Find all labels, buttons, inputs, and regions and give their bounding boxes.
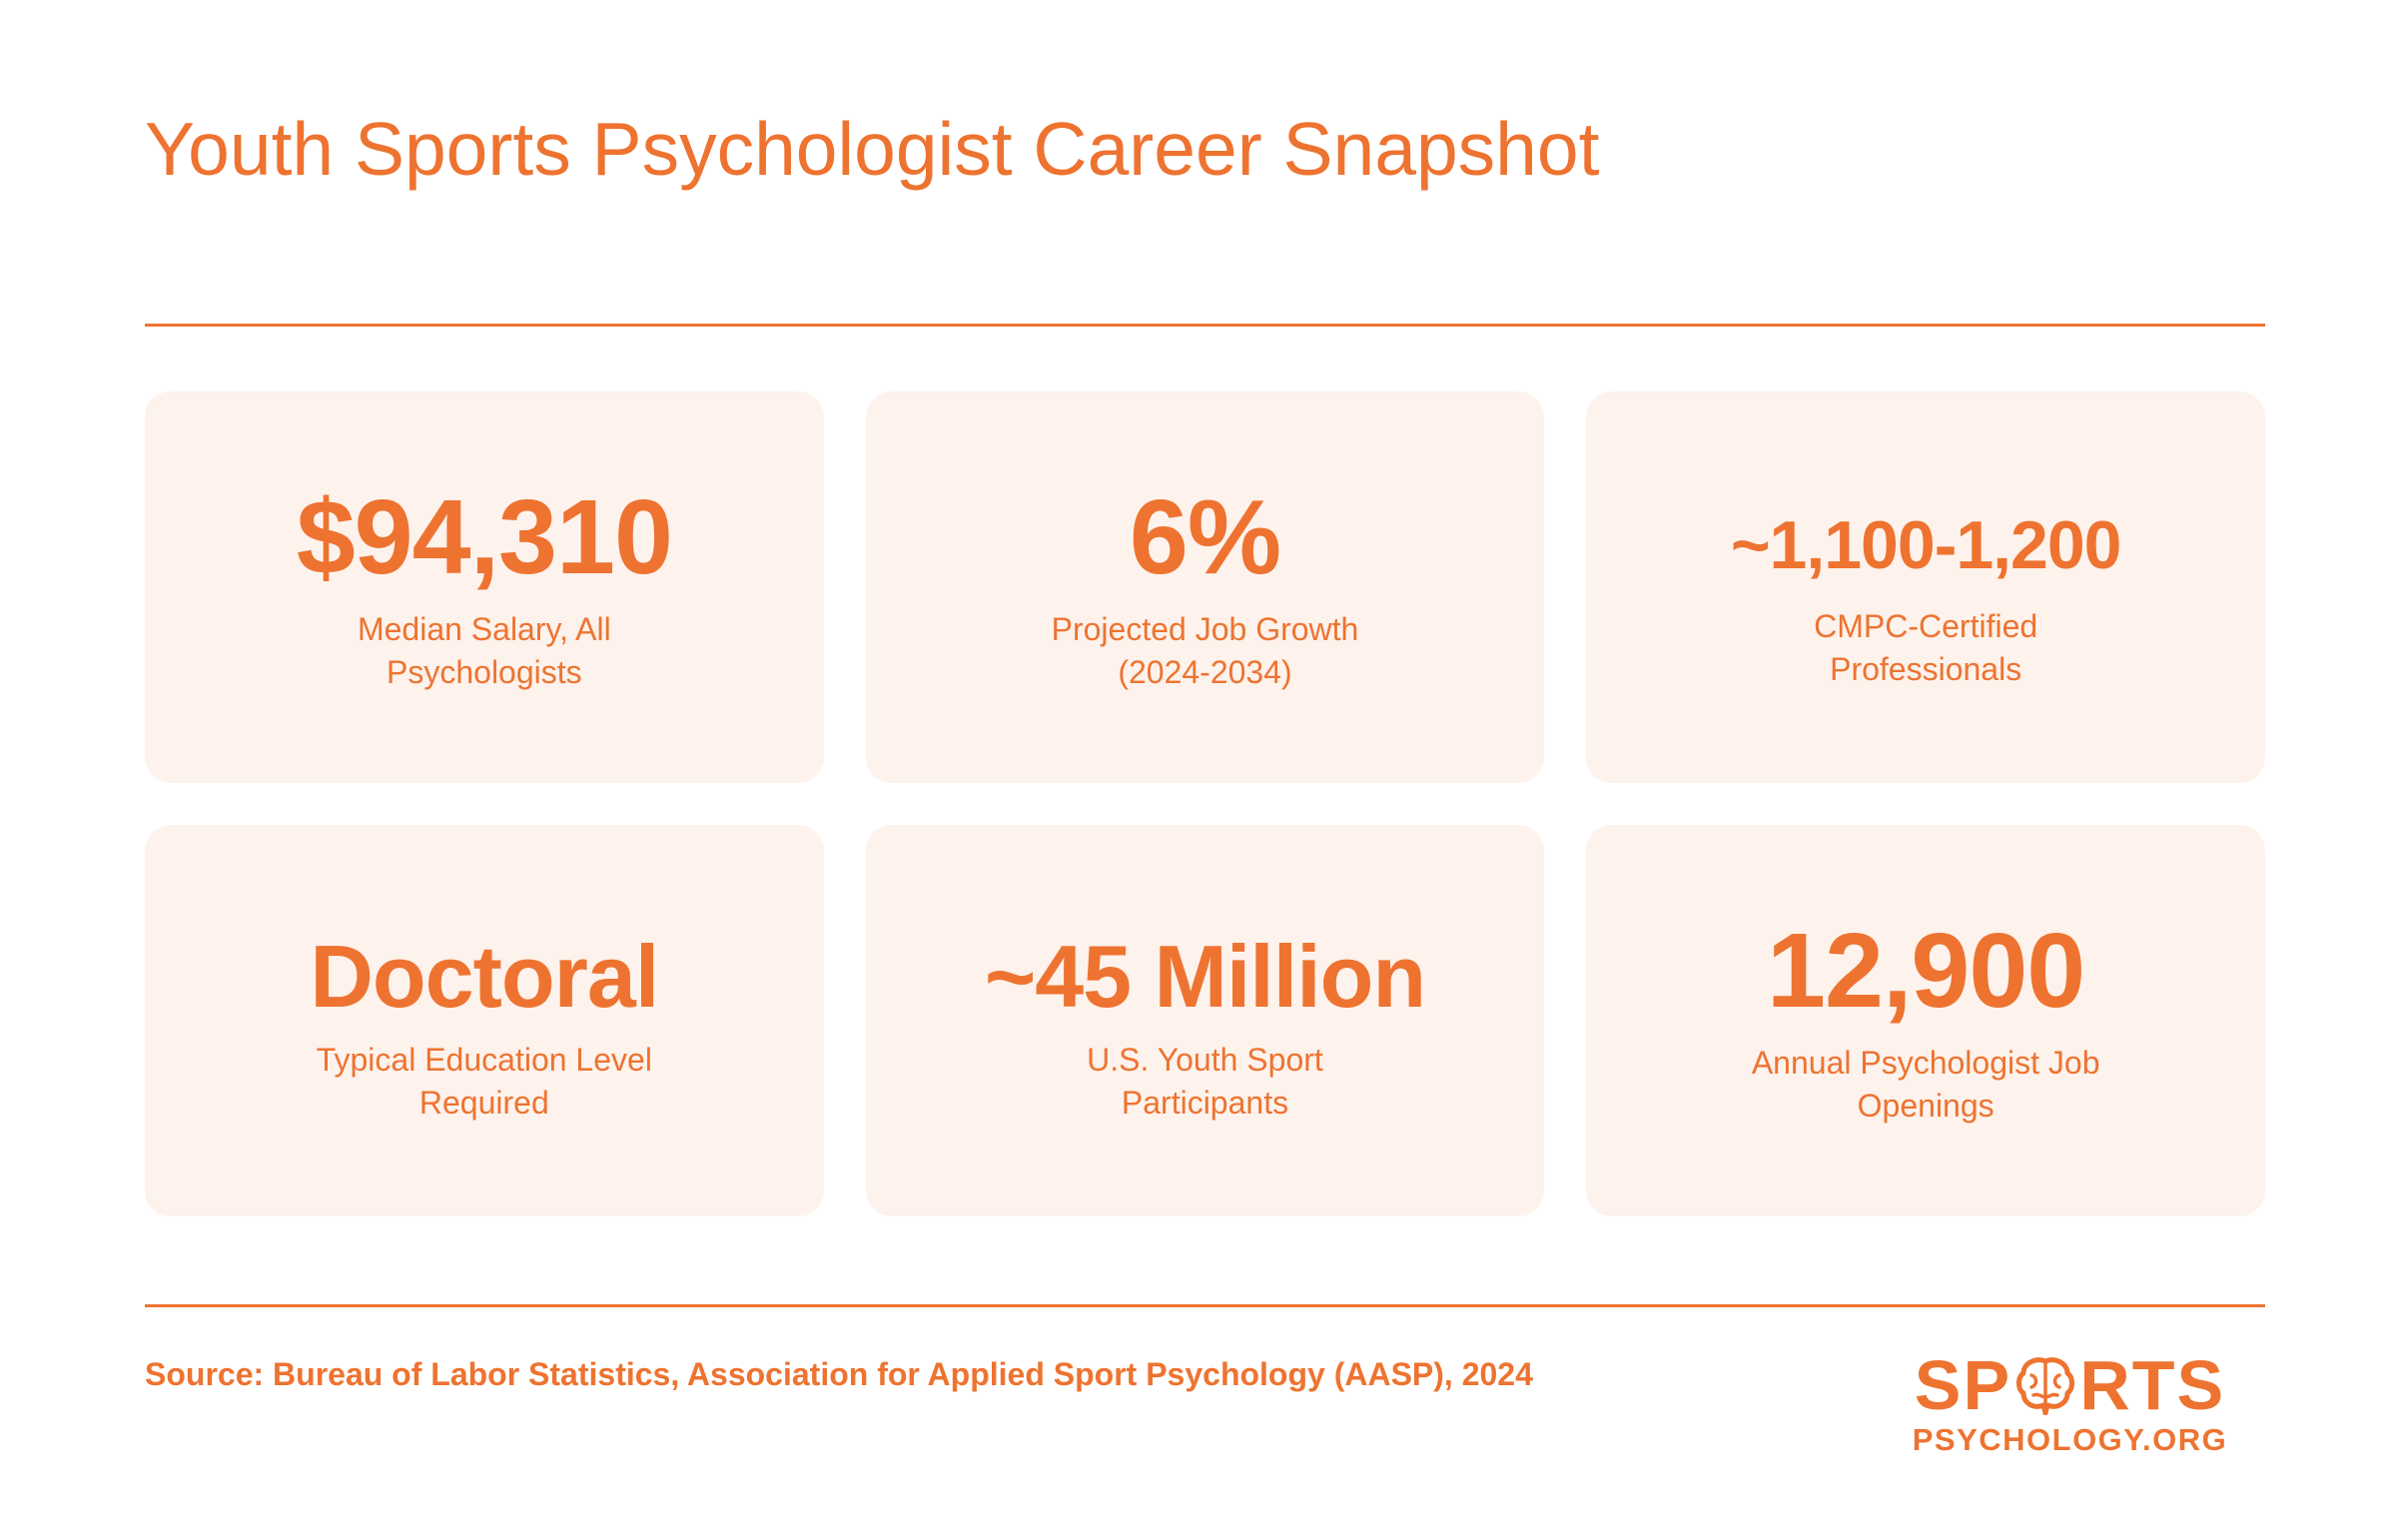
stat-label: Typical Education Level Required (316, 1042, 652, 1121)
stat-label: CMPC-Certified Professionals (1814, 608, 2038, 687)
stats-grid (145, 391, 2265, 1216)
logo-wordmark (1893, 1346, 2247, 1424)
stat-label: Projected Job Growth (2024-2034) (1051, 611, 1359, 690)
stat-card-median-salary (145, 391, 824, 783)
stat-label: Annual Psychologist Job Openings (1751, 1045, 2100, 1124)
stat-card-job-growth (866, 391, 1545, 783)
stat-value: 12,900 (1767, 912, 2085, 1030)
logo-subtext: PSYCHOLOGY.ORG (1912, 1422, 2228, 1457)
logo-text-left: SP (1914, 1346, 2012, 1424)
top-divider (145, 324, 2265, 327)
stat-value: 6% (1129, 478, 1281, 596)
stat-card-youth-participants (866, 825, 1545, 1216)
stat-card-education (145, 825, 824, 1216)
brain-icon (2013, 1355, 2077, 1415)
logo-text-right: RTS (2079, 1346, 2226, 1424)
stat-card-cmpc-professionals (1586, 391, 2265, 783)
stat-value: ~45 Million (984, 927, 1426, 1026)
stat-card-job-openings (1586, 825, 2265, 1216)
stat-label: Median Salary, All Psychologists (357, 611, 611, 690)
page-title: Youth Sports Psychologist Career Snapshot (145, 107, 1600, 191)
bottom-divider (145, 1304, 2265, 1307)
sportspsychology-logo (1893, 1346, 2247, 1457)
stat-value: $94,310 (296, 478, 672, 596)
stat-label: U.S. Youth Sport Participants (1087, 1042, 1323, 1121)
stat-value: ~1,100-1,200 (1730, 507, 2121, 583)
stat-value: Doctoral (310, 927, 659, 1026)
source-citation: Source: Bureau of Labor Statistics, Association for Applied Sport Psychology (AASP), 2024 (145, 1356, 1533, 1392)
